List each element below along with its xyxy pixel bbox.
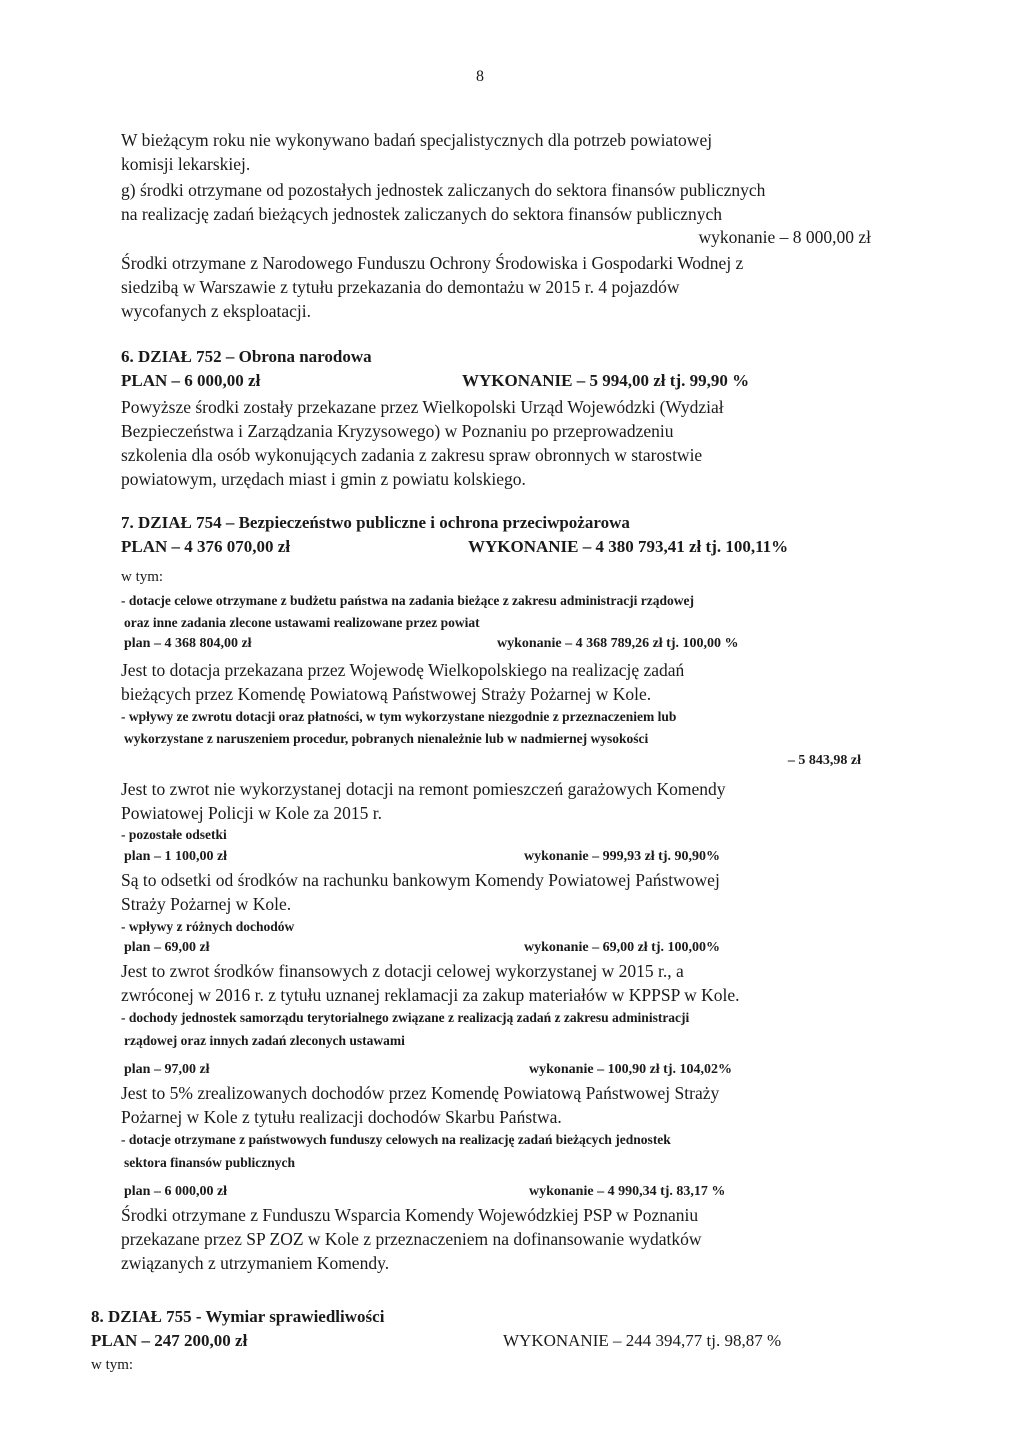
item-2-desc-2: Powiatowej Policji w Kole za 2015 r. [121, 803, 383, 823]
item-1-execution: wykonanie – 4 368 789,26 zł tj. 100,00 % [497, 636, 739, 651]
item-6-line-2: sektora finansów publicznych [124, 1155, 296, 1170]
item-3-desc-2: Straży Pożarnej w Kole. [121, 894, 292, 914]
section-7-in-which: w tym: [121, 569, 164, 585]
item-5-line-1: - dochody jednostek samorządu terytorialnego związane z realizacją zadań z zakresu administracji [121, 1010, 690, 1025]
item-5-desc-2: Pożarnej w Kole z tytułu realizacji dochodów Skarbu Państwa. [121, 1107, 562, 1127]
item-2-amount: – 5 843,98 zł [787, 753, 861, 768]
section-6-desc-2: Bezpieczeństwa i Zarządzania Kryzysowego) w Poznaniu po przeprowadzeniu [121, 421, 674, 441]
item-2-line-1: - wpływy ze zwrotu dotacji oraz płatności, w tym wykorzystane niezgodnie z przeznaczeniem lub [121, 709, 677, 724]
item-5-desc-1: Jest to 5% zrealizowanych dochodów przez Komendę Powiatową Państwowej Straży [121, 1083, 720, 1103]
item-4-plan: plan – 69,00 zł [124, 940, 210, 955]
item-1-desc-2: bieżących przez Komendę Powiatową Państwowej Straży Pożarnej w Kole. [121, 684, 652, 704]
item-6-plan: plan – 6 000,00 zł [124, 1184, 228, 1199]
item-6-desc-1: Środki otrzymane z Funduszu Wsparcia Komendy Wojewódzkiej PSP w Poznaniu [121, 1205, 699, 1225]
revenue-g-execution: wykonanie – 8 000,00 zł [698, 227, 871, 247]
item-6-desc-3: związanych z utrzymaniem Komendy. [121, 1253, 390, 1273]
item-3-line-1: - pozostałe odsetki [121, 827, 227, 842]
item-5-plan: plan – 97,00 zł [124, 1062, 210, 1077]
item-5-line-2: rządowej oraz innych zadań zleconych ustawami [124, 1033, 405, 1048]
section-6-title: 6. DZIAŁ 752 – Obrona narodowa [121, 347, 372, 366]
item-4-line-1: - wpływy z różnych dochodów [121, 919, 295, 934]
revenue-g-desc-3: wycofanych z eksploatacji. [121, 301, 311, 321]
item-2-desc-1: Jest to zwrot nie wykorzystanej dotacji na remont pomieszczeń garażowych Komendy [121, 779, 726, 799]
item-2-line-2: wykorzystane z naruszeniem procedur, pobranych nienależnie lub w nadmiernej wysokości [124, 731, 649, 746]
section-8-execution: WYKONANIE – 244 394,77 tj. 98,87 % [503, 1331, 782, 1350]
section-6-desc-3: szkolenia dla osób wykonujących zadania z zakresu spraw obronnych w starostwie [121, 445, 703, 465]
item-6-execution: wykonanie – 4 990,34 tj. 83,17 % [529, 1184, 726, 1199]
section-8-in-which: w tym: [91, 1357, 134, 1373]
item-3-execution: wykonanie – 999,93 zł tj. 90,90% [524, 849, 720, 864]
section-8-title: 8. DZIAŁ 755 - Wymiar sprawiedliwości [91, 1307, 385, 1326]
revenue-g-desc-2: siedzibą w Warszawie z tytułu przekazania do demontażu w 2015 r. 4 pojazdów [121, 277, 680, 297]
item-4-execution: wykonanie – 69,00 zł tj. 100,00% [524, 940, 720, 955]
page-number: 8 [476, 68, 484, 85]
item-3-plan: plan – 1 100,00 zł [124, 849, 228, 864]
section-7-plan: PLAN – 4 376 070,00 zł [121, 537, 291, 556]
item-6-line-1: - dotacje otrzymane z państwowych funduszy celowych na realizację zadań bieżących jednostek [121, 1132, 671, 1147]
item-1-line-2: oraz inne zadania zlecone ustawami realizowane przez powiat [124, 615, 480, 630]
item-6-desc-2: przekazane przez SP ZOZ w Kole z przeznaczeniem na dofinansowanie wydatków [121, 1229, 702, 1249]
intro-line-1: W bieżącym roku nie wykonywano badań specjalistycznych dla potrzeb powiatowej [121, 130, 713, 150]
item-4-desc-1: Jest to zwrot środków finansowych z dotacji celowej wykorzystanej w 2015 r., a [121, 961, 684, 981]
item-1-plan: plan – 4 368 804,00 zł [124, 636, 252, 651]
section-7-title: 7. DZIAŁ 754 – Bezpieczeństwo publiczne i ochrona przeciwpożarowa [121, 513, 630, 532]
item-1-line-1: - dotacje celowe otrzymane z budżetu państwa na zadania bieżące z zakresu administracji rządowej [121, 593, 695, 608]
item-4-desc-2: zwróconej w 2016 r. z tytułu uznanej reklamacji za zakup materiałów w KPPSP w Kole. [121, 985, 740, 1005]
revenue-g-desc-1: Środki otrzymane z Narodowego Funduszu Ochrony Środowiska i Gospodarki Wodnej z [121, 253, 744, 273]
item-5-execution: wykonanie – 100,90 zł tj. 104,02% [529, 1062, 732, 1077]
section-8-plan: PLAN – 247 200,00 zł [91, 1331, 248, 1350]
section-6-execution: WYKONANIE – 5 994,00 zł tj. 99,90 % [462, 371, 750, 390]
intro-line-2: komisji lekarskiej. [121, 154, 251, 174]
section-6-plan: PLAN – 6 000,00 zł [121, 371, 261, 390]
revenue-g-line-2: na realizację zadań bieżących jednostek zaliczanych do sektora finansów publicznych [121, 204, 723, 224]
section-6-desc-4: powiatowym, urzędach miast i gmin z powiatu kolskiego. [121, 469, 526, 489]
revenue-g-line-1: g) środki otrzymane od pozostałych jednostek zaliczanych do sektora finansów publicznych [121, 180, 766, 200]
section-7-execution: WYKONANIE – 4 380 793,41 zł tj. 100,11% [468, 537, 789, 556]
section-6-desc-1: Powyższe środki zostały przekazane przez Wielkopolski Urząd Wojewódzki (Wydział [121, 397, 724, 417]
item-3-desc-1: Są to odsetki od środków na rachunku bankowym Komendy Powiatowej Państwowej [121, 870, 720, 890]
item-1-desc-1: Jest to dotacja przekazana przez Wojewodę Wielkopolskiego na realizację zadań [121, 660, 685, 680]
